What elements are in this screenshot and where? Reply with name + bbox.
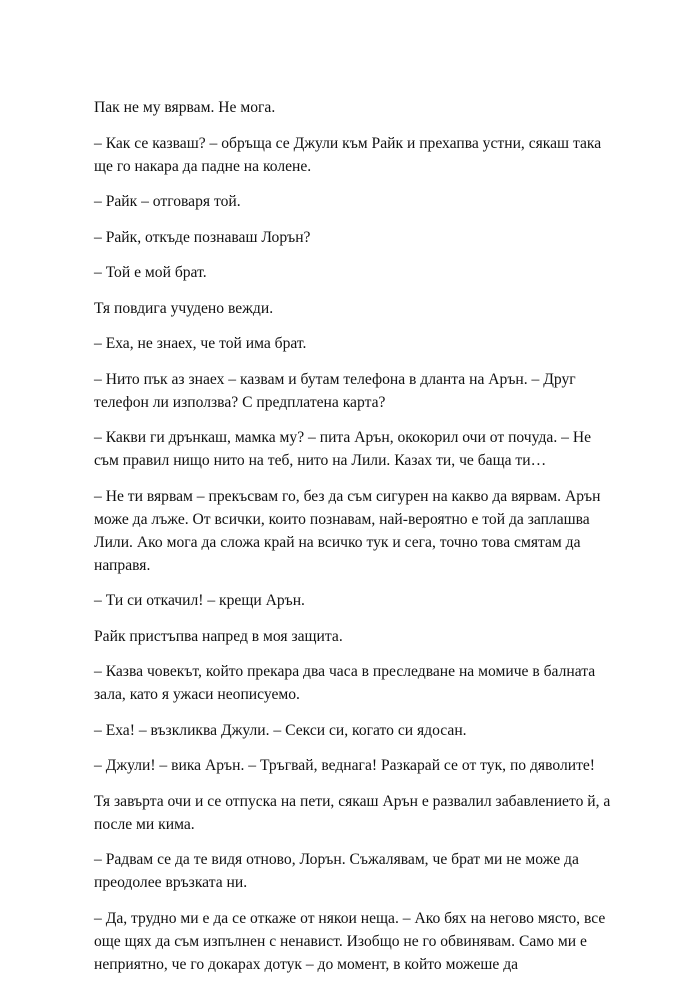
- paragraph: Тя завърта очи и се отпуска на пети, сякаш Арън е развалил забавлението й, а после ми кима.: [94, 792, 611, 833]
- paragraph: – Нито пък аз знаех – казвам и бутам телефона в дланта на Арън. – Друг телефон ли използва? С предплатена карта?: [94, 370, 576, 411]
- paragraph: – Радвам се да те видя отново, Лорън. Съжалявам, че брат ми не може да преодолее връзката ни.: [94, 851, 579, 891]
- paragraph: – Не ти вярвам – прекъсвам го, без да съм сигурен на какво да вярвам. Арън може да лъже. От всички, които познавам, най-вероятно е той да заплашва Лили. Ако мога да сложа край на всичко тук и сега, точно това смятам да направя.: [94, 487, 601, 574]
- body-text: [94, 96, 614, 988]
- paragraph: Райк пристъпва напред в моя защита.: [94, 627, 343, 645]
- paragraph: – Да, трудно ми е да се откаже от някои неща. – Ако бях на негово място, все още щях да съм изпълнен с ненавист. Изобщо не го обвинявам. Само ми е неприятно, че го докарах дотук – до момент, в който можеше да: [94, 909, 606, 973]
- paragraph: – Джули! – вика Арън. – Тръгвай, веднага! Разкарай се от тук, по дяволите!: [94, 757, 596, 774]
- paragraph: Тя повдига учудено вежди.: [94, 299, 274, 317]
- paragraph: – Какви ги дрънкаш, мамка му? – пита Арън, ококорил очи от почуда. – Не съм правил нищо нито на теб, нито на Лили. Казах ти, че баща ти…: [94, 429, 591, 469]
- paragraph: – Райк – отговаря той.: [94, 193, 241, 210]
- paragraph: – Той е мой брат.: [94, 264, 207, 281]
- paragraph: – Казва човекът, който прекара два часа в преследване на момиче в балната зала, като я ужаси неописуемо.: [94, 663, 596, 703]
- paragraph: – Еха, не знаех, че той има брат.: [94, 335, 307, 352]
- paragraph: – Как се казваш? – обръща се Джули към Райк и прехапва устни, сякаш така ще го накара да падне на колене.: [94, 134, 602, 175]
- paragraph: – Еха! – възкликва Джули. – Секси си, когато си ядосан.: [94, 721, 467, 739]
- paragraph: – Ти си откачил! – крещи Арън.: [94, 592, 305, 609]
- paragraph: – Райк, откъде познаваш Лорън?: [94, 228, 311, 246]
- paragraph: Пак не му вярвам. Не мога.: [94, 99, 276, 116]
